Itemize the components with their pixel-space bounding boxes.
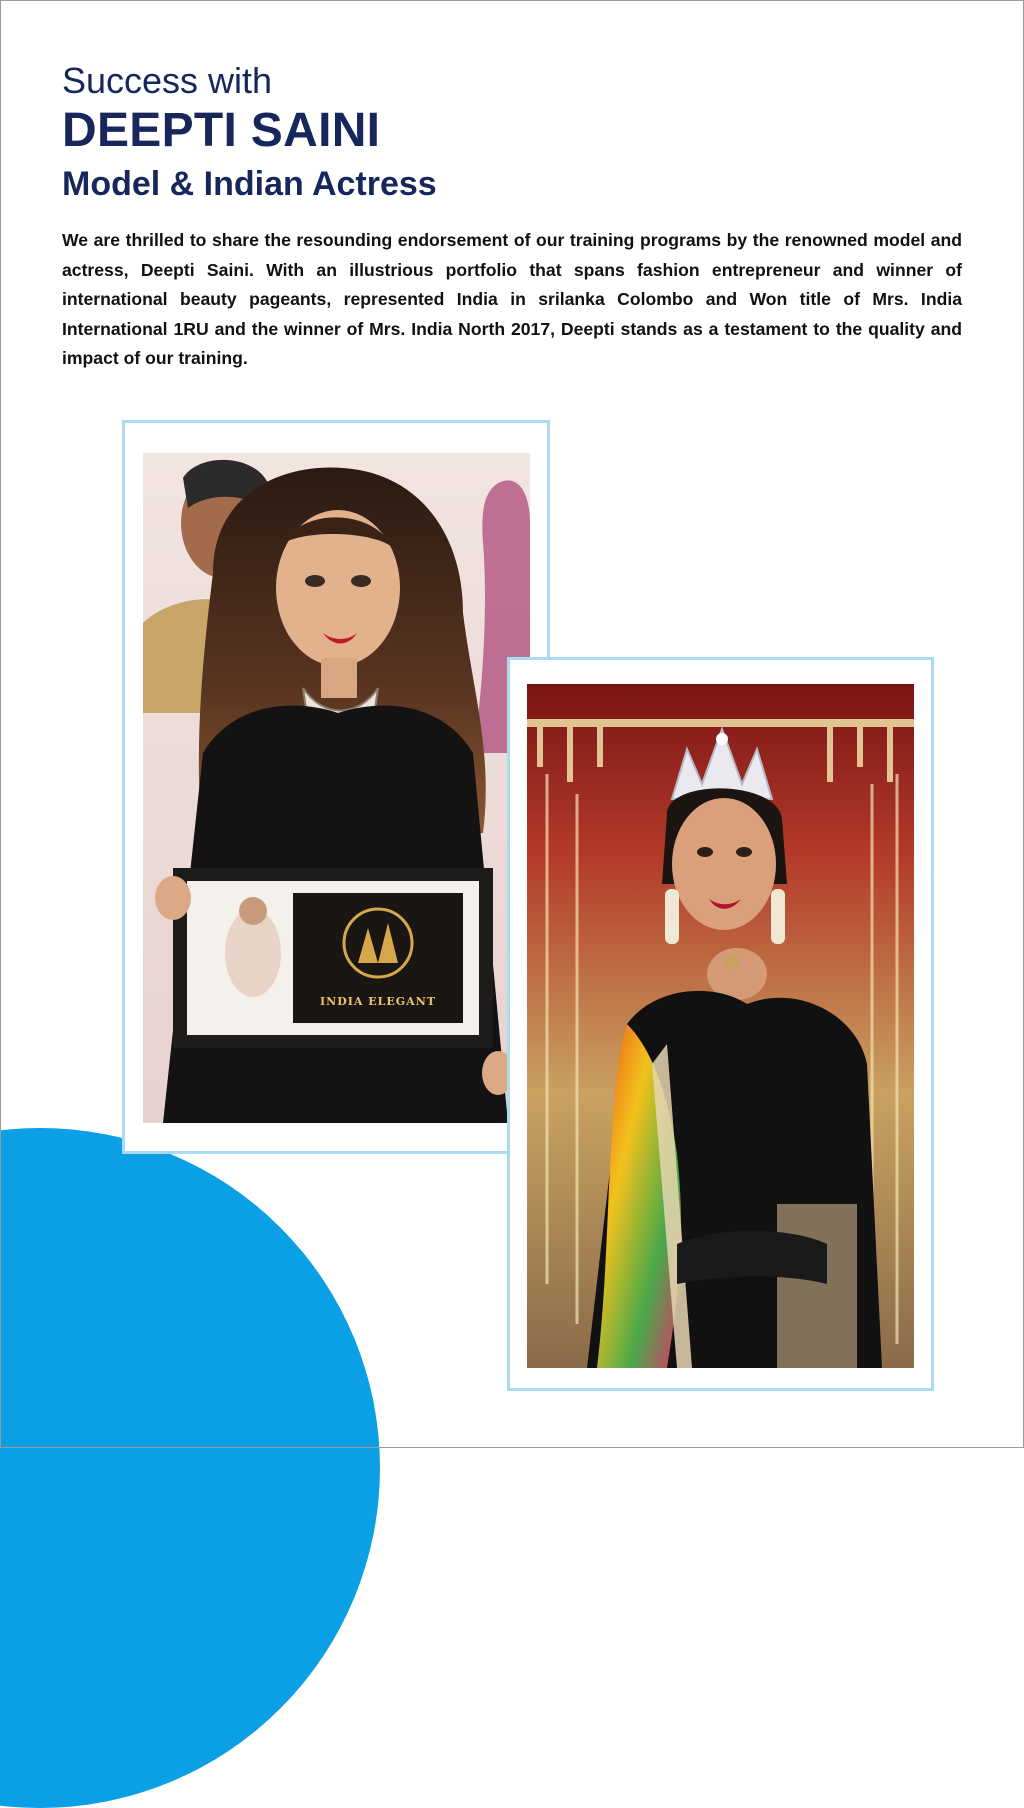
intro-paragraph: We are thrilled to share the resounding endorsement of our training programs by the renowned model and actress, Deepti Saini. With an illustrious portfolio that spans fashion entrepreneur and winner of international beauty pageants, represented India in srilanka Colombo and Won title of Mrs. India International 1RU and the winner of Mrs. India North 2017, Deepti stands as a testament to the quality and impact of our training.	[62, 230, 962, 368]
pre-title: Success with	[62, 60, 273, 101]
photo-frame-crowned	[507, 657, 934, 1391]
crowned-photo	[527, 684, 914, 1368]
poster-caption: INDIA ELEGANT	[320, 995, 436, 1008]
decorative-blue-circle	[0, 1128, 380, 1808]
award-photo	[143, 453, 530, 1123]
crowned-photo-illustration	[527, 684, 914, 1368]
person-role-title: Model & Indian Actress	[62, 165, 437, 203]
award-photo-illustration	[143, 453, 530, 1123]
person-name-title: DEEPTI SAINI	[62, 104, 381, 157]
page-header	[62, 60, 962, 204]
photo-frame-award	[122, 420, 550, 1154]
